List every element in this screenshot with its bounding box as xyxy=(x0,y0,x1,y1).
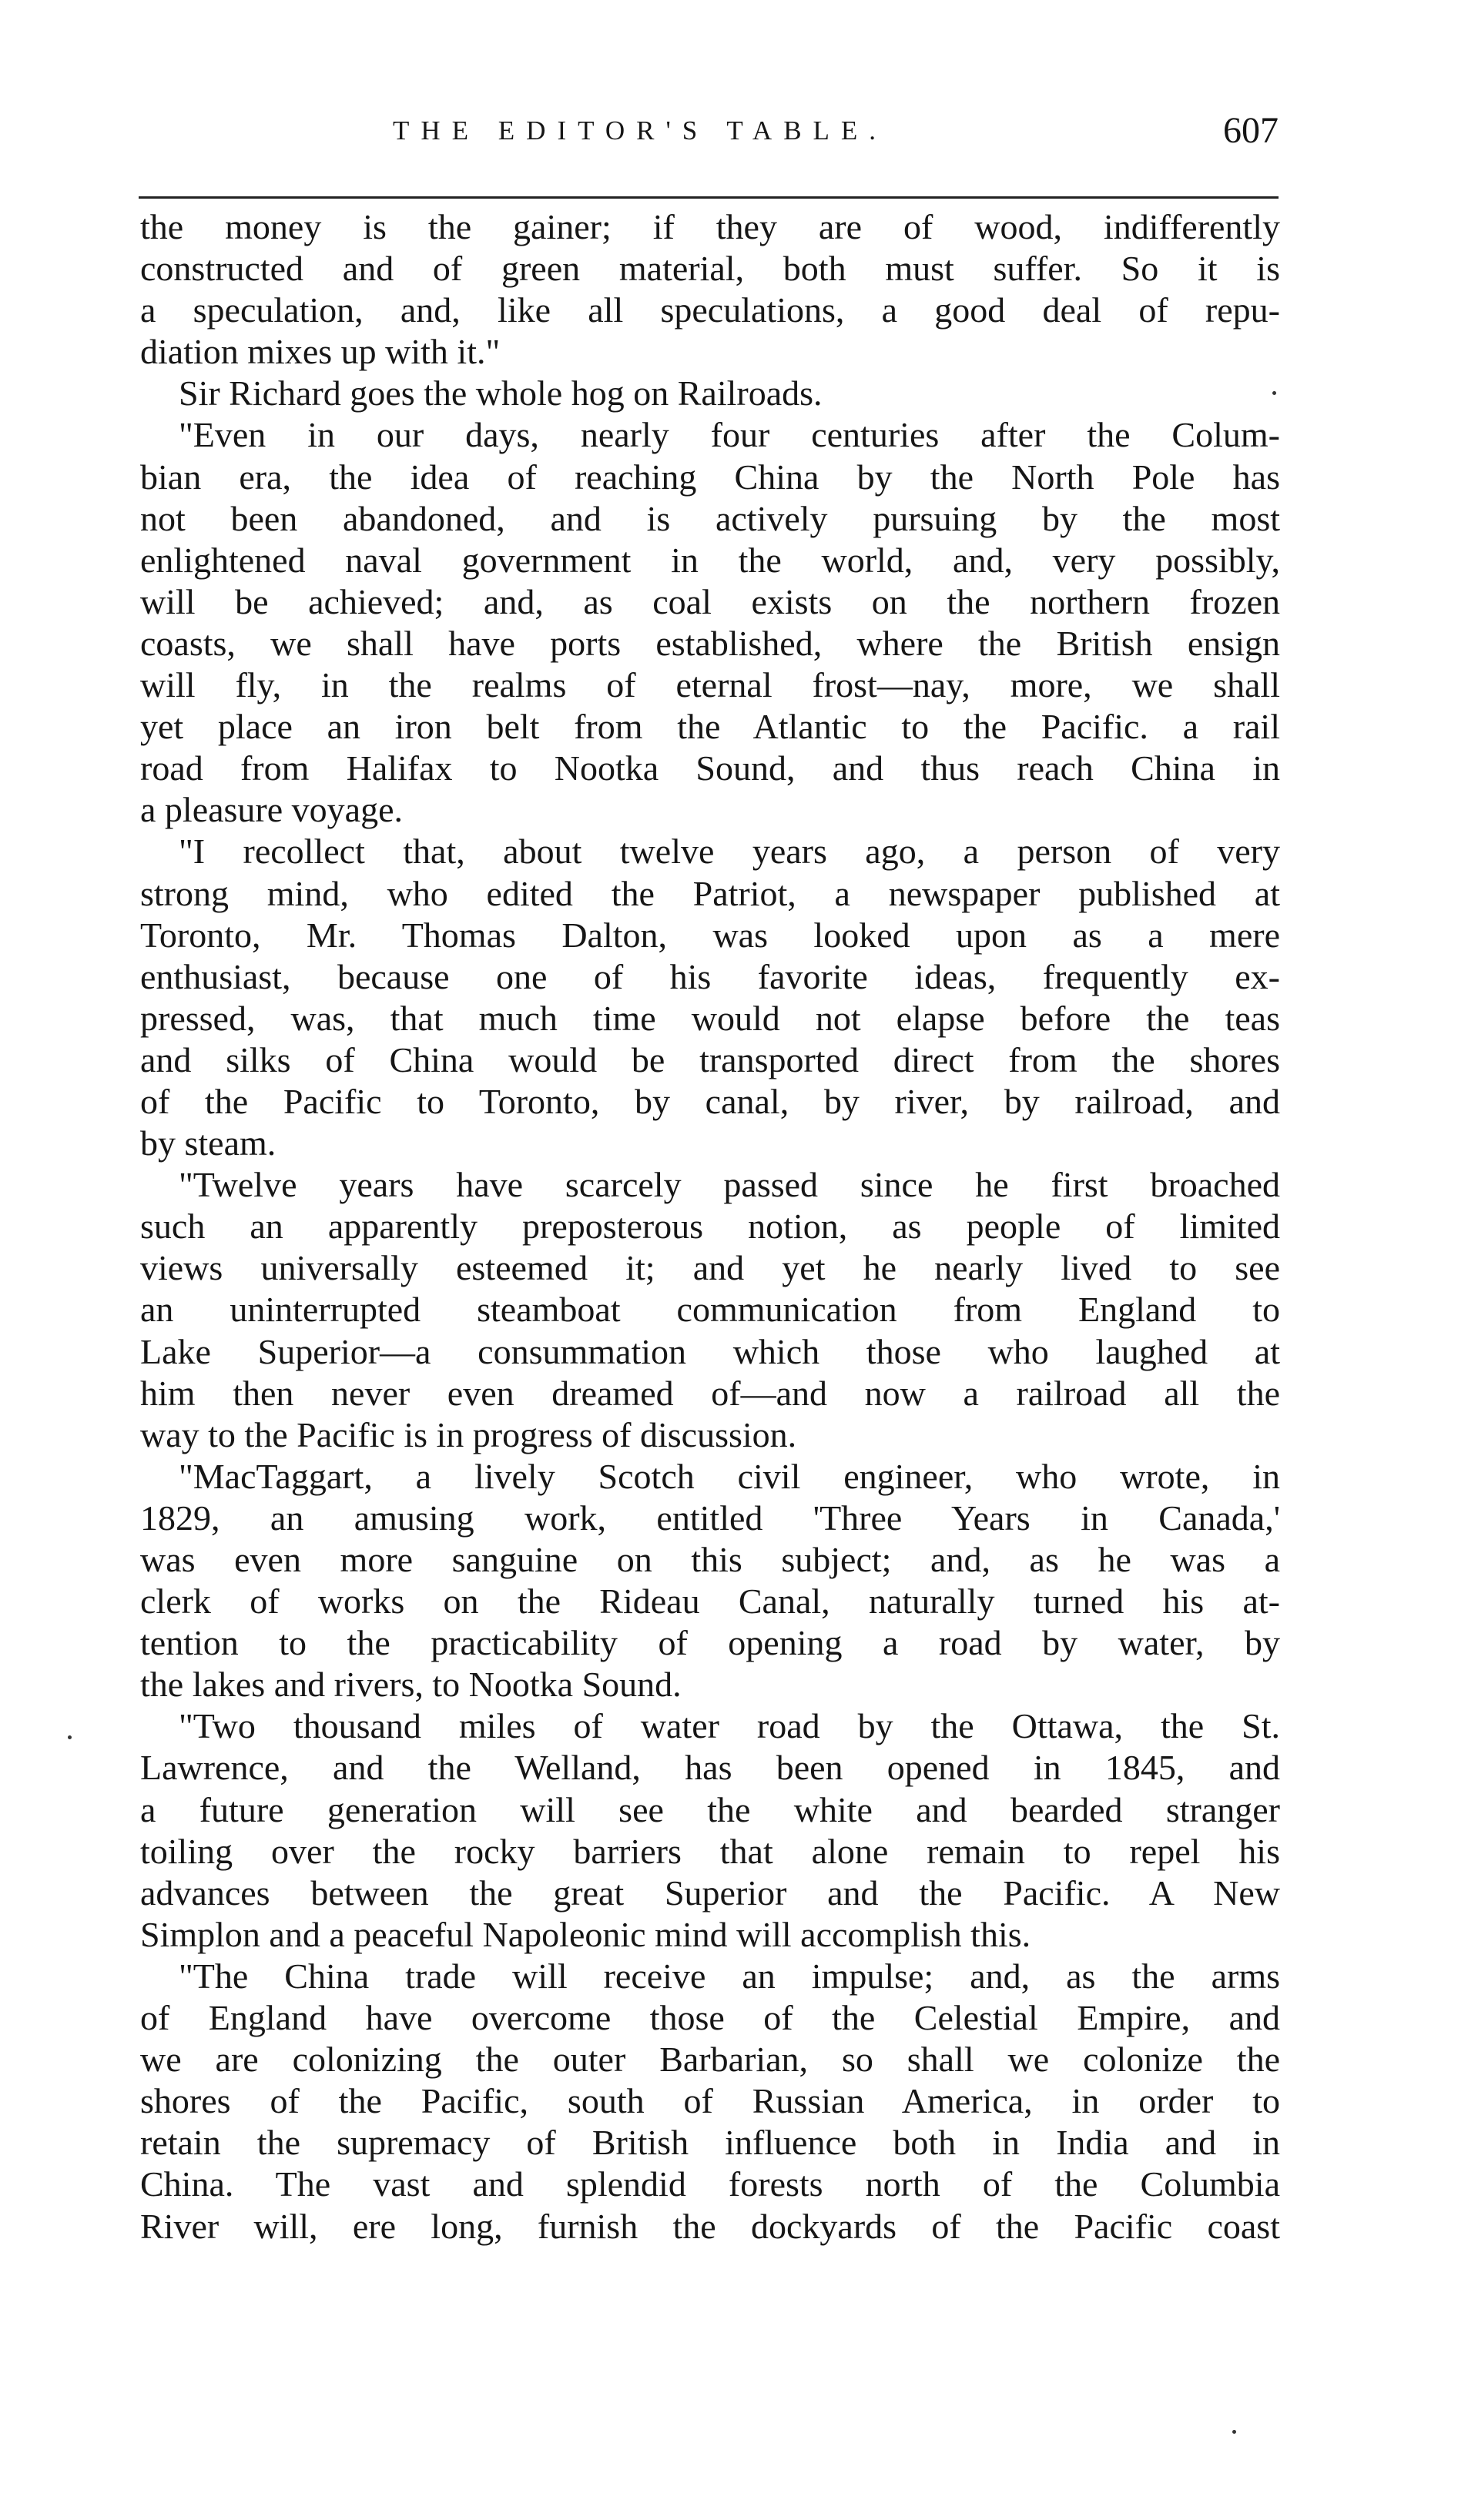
text-line: shores of the Pacific, south of Russian America, in order to xyxy=(140,2081,1280,2121)
text-line: a speculation, and, like all speculations, a good deal of repu- xyxy=(140,290,1280,330)
text-line: 1829, an amusing work, entitled 'Three Years in Canada,' xyxy=(140,1498,1280,1538)
ink-speck xyxy=(68,1735,72,1739)
text-line: yet place an iron belt from the Atlantic to the Pacific. a rail xyxy=(140,707,1280,747)
text-line: not been abandoned, and is actively pursuing by the most xyxy=(140,498,1280,538)
text-line: enthusiast, because one of his favorite ideas, frequently ex- xyxy=(140,956,1280,996)
text-line: "MacTaggart, a lively Scotch civil engineer, who wrote, in xyxy=(179,1456,1280,1496)
text-line: him then never even dreamed of—and now a railroad all the xyxy=(140,1373,1280,1413)
text-line: was even more sanguine on this subject; and, as he was a xyxy=(140,1540,1280,1579)
text-line: "Twelve years have scarcely passed since he first broached xyxy=(179,1165,1280,1205)
text-line: enlightened naval government in the world, and, very possibly, xyxy=(140,540,1280,580)
text-line: of England have overcome those of the Celestial Empire, and xyxy=(140,1998,1280,2038)
text-line: constructed and of green material, both must suffer. So it is xyxy=(140,249,1280,289)
text-line: an uninterrupted steamboat communication from England to xyxy=(140,1290,1280,1330)
running-head xyxy=(139,109,1279,171)
text-line: pressed, was, that much time would not elapse before the teas xyxy=(140,998,1280,1038)
text-line: Sir Richard goes the whole hog on Railroads. xyxy=(179,373,823,413)
text-line: "The China trade will receive an impulse; and, as the arms xyxy=(179,1956,1280,1996)
text-line: the money is the gainer; if they are of wood, indifferently xyxy=(140,207,1280,246)
text-line: Toronto, Mr. Thomas Dalton, was looked upon as a mere xyxy=(140,915,1280,955)
text-line: Lawrence, and the Welland, has been opened in 1845, and xyxy=(140,1748,1280,1788)
text-line: of the Pacific to Toronto, by canal, by river, by railroad, and xyxy=(140,1081,1280,1121)
text-line: will fly, in the realms of eternal frost—nay, more, we shall xyxy=(140,665,1280,705)
text-line: Simplon and a peaceful Napoleonic mind will accomplish this. xyxy=(140,1914,1031,1954)
text-line: way to the Pacific is in progress of discussion. xyxy=(140,1414,797,1454)
body-text xyxy=(140,206,1280,2247)
page-number: 607 xyxy=(1223,110,1279,151)
text-line: "Even in our days, nearly four centuries after the Colum- xyxy=(179,415,1280,455)
ink-speck xyxy=(1232,2430,1236,2434)
text-line: Lake Superior—a consummation which those who laughed at xyxy=(140,1331,1280,1371)
text-line: coasts, we shall have ports established, where the British ensign xyxy=(140,623,1280,663)
text-line: China. The vast and splendid forests north of the Columbia xyxy=(140,2164,1280,2204)
text-line: clerk of works on the Rideau Canal, naturally turned his at- xyxy=(140,1581,1280,1621)
text-line: the lakes and rivers, to Nootka Sound. xyxy=(140,1665,682,1705)
text-line: we are colonizing the outer Barbarian, so shall we colonize the xyxy=(140,2040,1280,2080)
text-line: a future generation will see the white and bearded stranger xyxy=(140,1789,1280,1829)
text-line: advances between the great Superior and the Pacific. A New xyxy=(140,1872,1280,1913)
text-line: toiling over the rocky barriers that alone remain to repel his xyxy=(140,1831,1280,1871)
text-line: "Two thousand miles of water road by the Ottawa, the St. xyxy=(179,1706,1280,1746)
text-line: strong mind, who edited the Patriot, a newspaper published at xyxy=(140,873,1280,913)
text-line: road from Halifax to Nootka Sound, and thus reach China in xyxy=(140,748,1280,788)
text-line: River will, ere long, furnish the dockyards of the Pacific coast xyxy=(140,2206,1280,2246)
running-title: THE EDITOR'S TABLE. xyxy=(393,115,888,146)
text-line: by steam. xyxy=(140,1123,276,1163)
text-line: will be achieved; and, as coal exists on the northern frozen xyxy=(140,581,1280,621)
text-line: diation mixes up with it." xyxy=(140,332,501,372)
text-line: "I recollect that, about twelve years ago, a person of very xyxy=(179,832,1280,872)
text-line: bian era, the idea of reaching China by the North Pole has xyxy=(140,457,1280,497)
header-rule xyxy=(139,196,1279,199)
text-line: tention to the practicability of opening a road by water, by xyxy=(140,1623,1280,1663)
ink-speck xyxy=(1272,391,1276,395)
text-line: such an apparently preposterous notion, as people of limited xyxy=(140,1206,1280,1247)
text-line: retain the supremacy of British influence both in India and in xyxy=(140,2123,1280,2163)
text-line: and silks of China would be transported direct from the shores xyxy=(140,1039,1280,1079)
text-line: views universally esteemed it; and yet he nearly lived to see xyxy=(140,1248,1280,1288)
text-line: a pleasure voyage. xyxy=(140,790,404,830)
